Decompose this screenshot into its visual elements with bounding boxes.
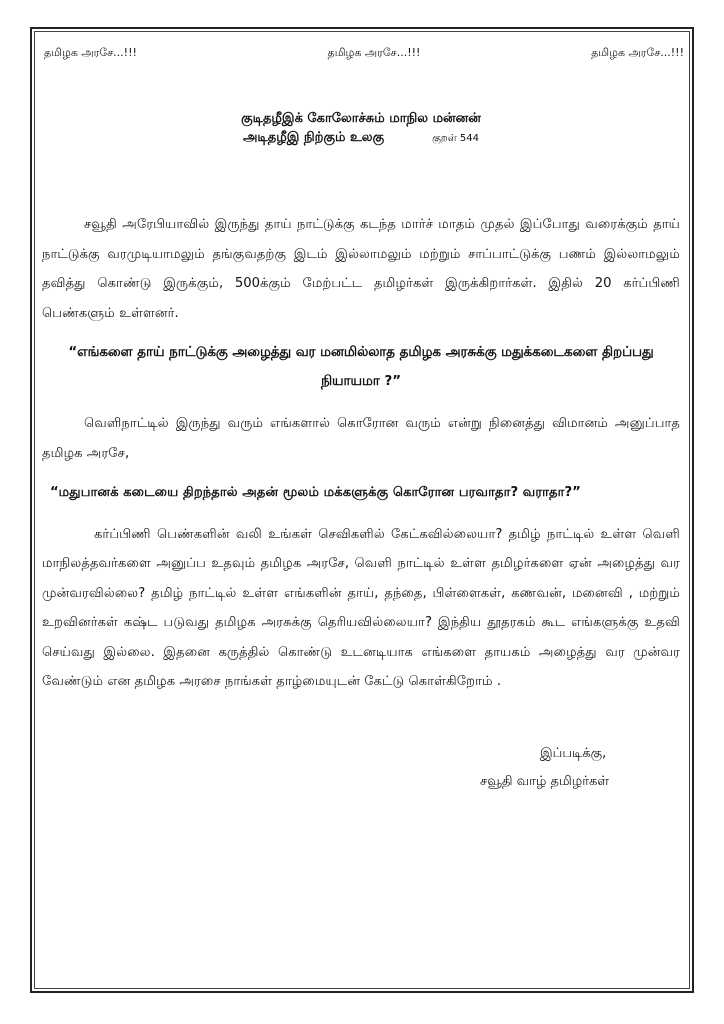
kural-line-1: குடிதழீஇக் கோலோச்சும் மாநில மன்னன் <box>241 111 481 126</box>
kural-line-2-row <box>40 128 682 148</box>
header-center-text: தமிழக அரசே...!!! <box>327 46 421 59</box>
header-left-text: தமிழக அரசே...!!! <box>44 46 137 59</box>
signoff-signatory: சவூதி வாழ் தமிழர்கள் <box>480 774 610 789</box>
page-header <box>40 36 684 61</box>
signoff-block <box>480 740 609 796</box>
header-right-text: தமிழக அரசே...!!! <box>591 46 684 59</box>
letter-page <box>40 36 682 976</box>
signoff-closing: இப்படிக்கு, <box>540 746 607 761</box>
question-1: “எங்களை தாய் நாட்டுக்கு அழைத்து வர மனமில்லாத தமிழக அரசுக்கு மதுக்கடைகளை திறப்பது நியாயமா ?” <box>68 345 654 389</box>
paragraph-2: வெளிநாட்டில் இருந்து வரும் எங்களால் கொரோன வரும் என்று நினைத்து விமானம் அனுப்பாத தமிழக அரசே, <box>42 416 680 461</box>
kural-quote <box>40 109 682 148</box>
paragraph-3: கர்ப்பிணி பெண்களின் வலி உங்கள் செவிகளில் கேட்கவில்லையா? தமிழ் நாட்டில் உள்ள வெளி மாநிலத்தவர்களை அனுப்ப உதவும் தமிழக அரசே, வெளி நாட்டில் உள்ள தமிழர்களை ஏன் அழைத்து வர முன்வரவில்லை? தமிழ் நாட்டில் உள்ள எங்களின் தாய், தந்தை, பிள்ளைகள், கணவன், மனைவி , மற்றும் உறவினர்கள் கஷ்ட படுவது தமிழக அரசுக்கு தெரியவில்லையா? இந்திய தூதரகம் கூட எங்களுக்கு உதவி செய்வது இல்லை. இதனை கருத்தில் கொண்டு உடனடியாக எங்களை தாயகம் அழைத்து வர முன்வர வேண்டும் என தமிழக அரசை நாங்கள் தாழ்மையுடன் கேட்டு கொள்கிறோம் . <box>42 526 680 690</box>
question-2: “மதுபானக் கடையை திறந்தால் அதன் மூலம் மக்களுக்கு கொரோன பரவாதா? வராதா?” <box>50 485 581 501</box>
kural-line-2: அடிதழீஇ நிற்கும் உலகு <box>242 130 385 145</box>
kural-reference: குறள் 544 <box>432 133 479 144</box>
paragraph-1: சவூதி அரேபியாவில் இருந்து தாய் நாட்டுக்கு கடந்த மார்ச் மாதம் முதல் இப்போது வரைக்கும் தாய் நாட்டுக்கு வரமுடியாமலும் தங்குவதற்கு இடம் இல்லாமலும் மற்றும் சாப்பாட்டுக்கு பணம் இல்லாமலும் தவித்து கொண்டு இருக்கும், 500க்கும் மேற்பட்ட தமிழர்கள் இருக்கிறார்கள். இதில் 20 கர்ப்பிணி பெண்களும் உள்ளனர். <box>42 217 680 321</box>
